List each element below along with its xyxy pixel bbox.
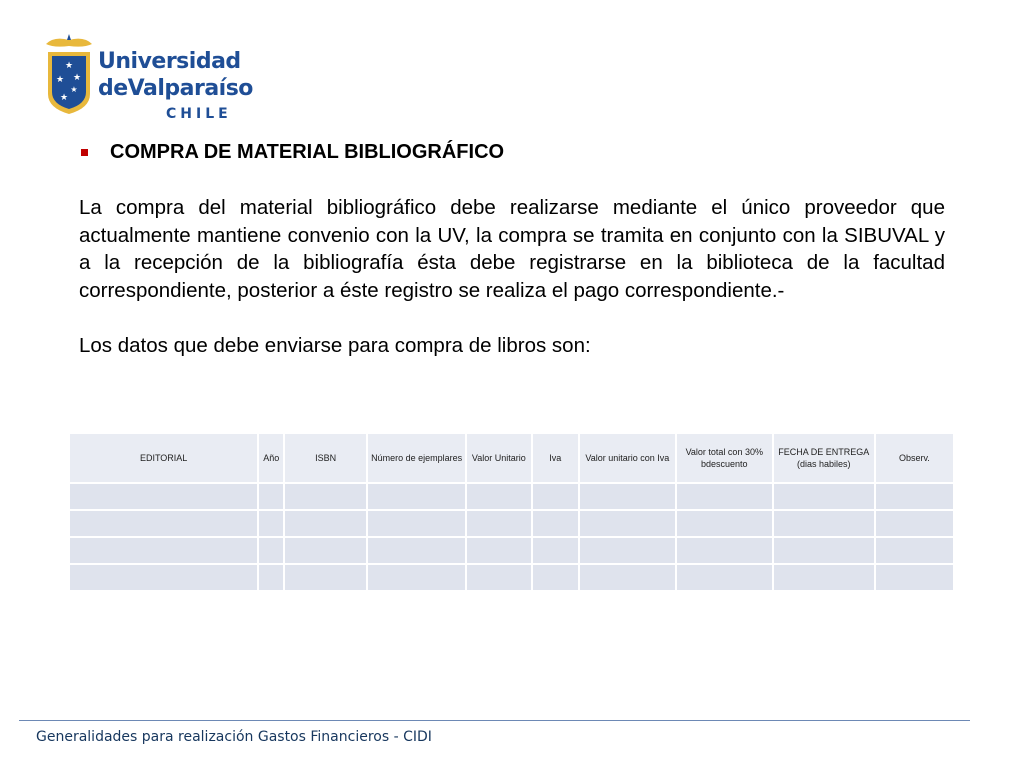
section-heading bbox=[79, 141, 504, 164]
col-fecha-entrega: FECHA DE ENTREGA (dias habiles) bbox=[774, 434, 874, 482]
col-editorial: EDITORIAL bbox=[70, 434, 257, 482]
col-valor-unitario: Valor Unitario bbox=[467, 434, 530, 482]
data-list-intro: Los datos que debe enviarse para compra de libros son: bbox=[79, 334, 591, 357]
svg-text:★: ★ bbox=[72, 73, 82, 83]
square-bullet-icon bbox=[81, 149, 88, 156]
shield-icon bbox=[44, 34, 94, 116]
table-cell[interactable] bbox=[368, 538, 465, 563]
purchase-data-table bbox=[68, 432, 955, 592]
table-cell[interactable] bbox=[774, 538, 874, 563]
table-row bbox=[70, 484, 953, 509]
col-numero-ejemplares: Número de ejemplares bbox=[368, 434, 465, 482]
table-cell[interactable] bbox=[774, 484, 874, 509]
table-cell[interactable] bbox=[580, 565, 675, 590]
table-cell[interactable] bbox=[580, 484, 675, 509]
table-cell[interactable] bbox=[467, 538, 530, 563]
table-cell[interactable] bbox=[467, 565, 530, 590]
table-cell[interactable] bbox=[677, 538, 772, 563]
col-valor-unitario-iva: Valor unitario con Iva bbox=[580, 434, 675, 482]
table-cell[interactable] bbox=[774, 565, 874, 590]
table-row bbox=[70, 511, 953, 536]
col-iva: Iva bbox=[533, 434, 578, 482]
footer-divider bbox=[19, 720, 970, 721]
table-cell[interactable] bbox=[70, 538, 257, 563]
table-cell[interactable] bbox=[876, 511, 953, 536]
table-cell[interactable] bbox=[677, 511, 772, 536]
col-valor-total: Valor total con 30% bdescuento bbox=[677, 434, 772, 482]
table-header-row bbox=[70, 434, 953, 482]
table-cell[interactable] bbox=[285, 538, 366, 563]
table-cell[interactable] bbox=[259, 565, 283, 590]
col-isbn: ISBN bbox=[285, 434, 366, 482]
table-cell[interactable] bbox=[259, 538, 283, 563]
table-cell[interactable] bbox=[580, 538, 675, 563]
table-cell[interactable] bbox=[533, 511, 578, 536]
logo-line-2: deValparaíso bbox=[98, 76, 253, 101]
table-cell[interactable] bbox=[876, 538, 953, 563]
table-cell[interactable] bbox=[677, 565, 772, 590]
table-cell[interactable] bbox=[533, 484, 578, 509]
table-row bbox=[70, 538, 953, 563]
svg-text:★: ★ bbox=[55, 75, 65, 85]
svg-text:★: ★ bbox=[70, 85, 78, 94]
footer-text: Generalidades para realización Gastos Financieros - CIDI bbox=[36, 729, 432, 745]
logo-line-3: CHILE bbox=[166, 106, 232, 122]
table-cell[interactable] bbox=[774, 511, 874, 536]
intro-paragraph: La compra del material bibliográfico debe realizarse mediante el único proveedor que actualmente mantiene convenio con la UV, la compra se tramita en conjunto con la SIBUVAL y a la recepción de la bibliografía ésta debe registrarse en la biblioteca de la facultad correspondiente, posterior a éste registro se realiza el pago correspondiente.- bbox=[79, 196, 945, 302]
table-cell[interactable] bbox=[876, 484, 953, 509]
table-cell[interactable] bbox=[368, 511, 465, 536]
table-cell[interactable] bbox=[467, 511, 530, 536]
table-cell[interactable] bbox=[368, 484, 465, 509]
col-ano: Año bbox=[259, 434, 283, 482]
table-row bbox=[70, 565, 953, 590]
table-cell[interactable] bbox=[580, 511, 675, 536]
table-cell[interactable] bbox=[533, 538, 578, 563]
table-cell[interactable] bbox=[285, 511, 366, 536]
svg-text:★: ★ bbox=[64, 61, 74, 71]
table-cell[interactable] bbox=[70, 484, 257, 509]
table-cell[interactable] bbox=[70, 565, 257, 590]
table-cell[interactable] bbox=[368, 565, 465, 590]
table-cell[interactable] bbox=[677, 484, 772, 509]
svg-text:★: ★ bbox=[59, 93, 69, 103]
table-cell[interactable] bbox=[533, 565, 578, 590]
col-observ: Observ. bbox=[876, 434, 953, 482]
heading-text: COMPRA DE MATERIAL BIBLIOGRÁFICO bbox=[110, 141, 505, 163]
logo-line-1: Universidad bbox=[98, 49, 241, 74]
university-logo bbox=[40, 34, 253, 128]
table-cell[interactable] bbox=[259, 511, 283, 536]
table-cell[interactable] bbox=[285, 565, 366, 590]
table-cell[interactable] bbox=[70, 511, 257, 536]
table-cell[interactable] bbox=[467, 484, 530, 509]
table-cell[interactable] bbox=[285, 484, 366, 509]
table-cell[interactable] bbox=[876, 565, 953, 590]
table-cell[interactable] bbox=[259, 484, 283, 509]
